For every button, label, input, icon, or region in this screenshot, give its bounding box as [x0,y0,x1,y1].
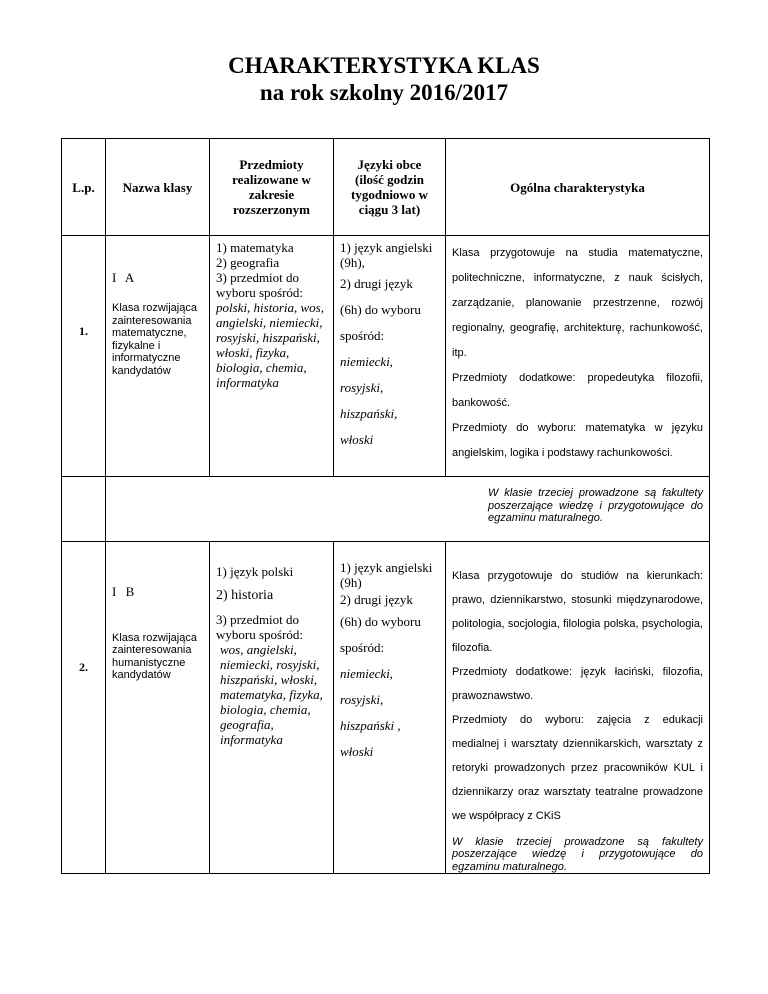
language-option: niemiecki, [340,665,394,681]
description-text: Klasa przygotowuje na studia matematyczne, politechniczne, informatyczne, z nauk ścisłych, zarządzanie, planowanie przestrzenne, rozwój regionalny, geografię, architekturę, rachunkowość, itp. [452,247,703,359]
languages-cell [334,541,446,874]
language-option: hiszpański, [340,406,398,421]
language-item: 1) język angielski (9h), [340,240,433,270]
table-row [62,541,710,874]
language-item: 1) język angielski (9h) [340,559,433,590]
description-text: Przedmioty dodatkowe: propedeutyka filozofii, bankowość. [452,372,703,409]
language-item: (6h) do wyboru [340,613,421,629]
class-name-cell [106,236,210,477]
class-name-cell [106,541,210,874]
language-item: spośród: [340,639,385,655]
header-lp: L.p. [62,139,106,236]
class-profile: Klasa rozwijająca zainteresowania matematyczne, fizykalne i informatyczne kandydatów [112,302,197,377]
description-text: Klasa przygotowuje do studiów na kierunkach: prawo, dziennikarstwo, stosunki międzynarodowe, politologia, socjologia, filologia polska, psychologia, filozofia. [452,569,703,654]
description-text: Przedmioty do wyboru: zajęcia z edukacji medialnej i warsztaty dziennikarskich, warsztaty z retoryki prowadzonych przez pracowników KUL i dziennikarzy oraz warsztaty teatralne prowadzone we współpracy z CKiS [452,713,703,822]
table-row-note [62,477,710,542]
language-option: rosyjski, [340,691,384,707]
empty-cell [62,477,106,542]
description-note: W klasie trzeciej prowadzone są fakultety poszerzające wiedzę i przygotowujące do egzaminu maturalnego. [452,835,703,873]
language-item: 2) drugi język [340,591,413,607]
language-item: (6h) do wyboru [340,302,421,317]
row-number: 2. [62,541,106,874]
language-option: włoski [340,743,374,759]
document-subtitle: na rok szkolny 2016/2017 [259,80,509,105]
header-languages: Języki obce (ilość godzin tygodniowo w ciągu 3 lat) [334,139,446,236]
document-title: CHARAKTERYSTYKA KLAS [228,53,540,78]
language-option: hiszpański , [340,717,401,733]
subject-item: 3) przedmiot do wyboru spośród: [216,270,304,300]
description-text: Przedmioty dodatkowe: język łaciński, filozofia, prawoznawstwo. [452,665,703,702]
subject-choice-list: polski, historia, wos, angielski, niemiecki, rosyjski, hiszpański, włoski, fizyka, biologia, chemia, informatyka [216,300,324,390]
languages-cell [334,236,446,477]
language-option: rosyjski, [340,380,384,395]
header-description: Ogólna charakterystyka [446,139,710,236]
description-cell [446,236,710,477]
description-cell [446,541,710,874]
class-name: I A [112,270,138,285]
header-subjects: Przedmioty realizowane w zakresie rozszerzonym [210,139,334,236]
language-item: 2) drugi język [340,276,413,291]
class-name: I B [112,583,138,599]
subjects-cell [210,541,334,874]
subject-item: 3) przedmiot do wyboru spośród: [216,611,304,642]
header-name: Nazwa klasy [106,139,210,236]
subject-item: 1) język polski [216,563,294,579]
language-item: spośród: [340,328,385,343]
class-table [61,138,710,874]
table-row [62,236,710,477]
subject-item: 2) geografia [216,255,280,270]
description-text: Przedmioty do wyboru: matematyka w języku angielskim, logika i podstawy rachunkowości. [452,422,703,459]
row-number: 1. [62,236,106,477]
subject-choice-list: wos, angielski, niemiecki, rosyjski, hiszpański, włoski, matematyka, fizyka, biologia, chemia, geografia, informatyka [220,641,323,747]
header-row [62,139,710,236]
language-option: włoski [340,432,374,447]
description-note-cell [106,477,710,542]
class-profile: Klasa rozwijająca zainteresowania humanistyczne kandydatów [112,631,197,681]
language-option: niemiecki, [340,354,394,369]
description-note: W klasie trzeciej prowadzone są fakultety poszerzające wiedzę i przygotowujące do egzaminu maturalnego. [488,487,703,524]
subjects-cell [210,236,334,477]
subject-item: 2) historia [216,587,274,603]
subject-item: 1) matematyka [216,240,294,255]
